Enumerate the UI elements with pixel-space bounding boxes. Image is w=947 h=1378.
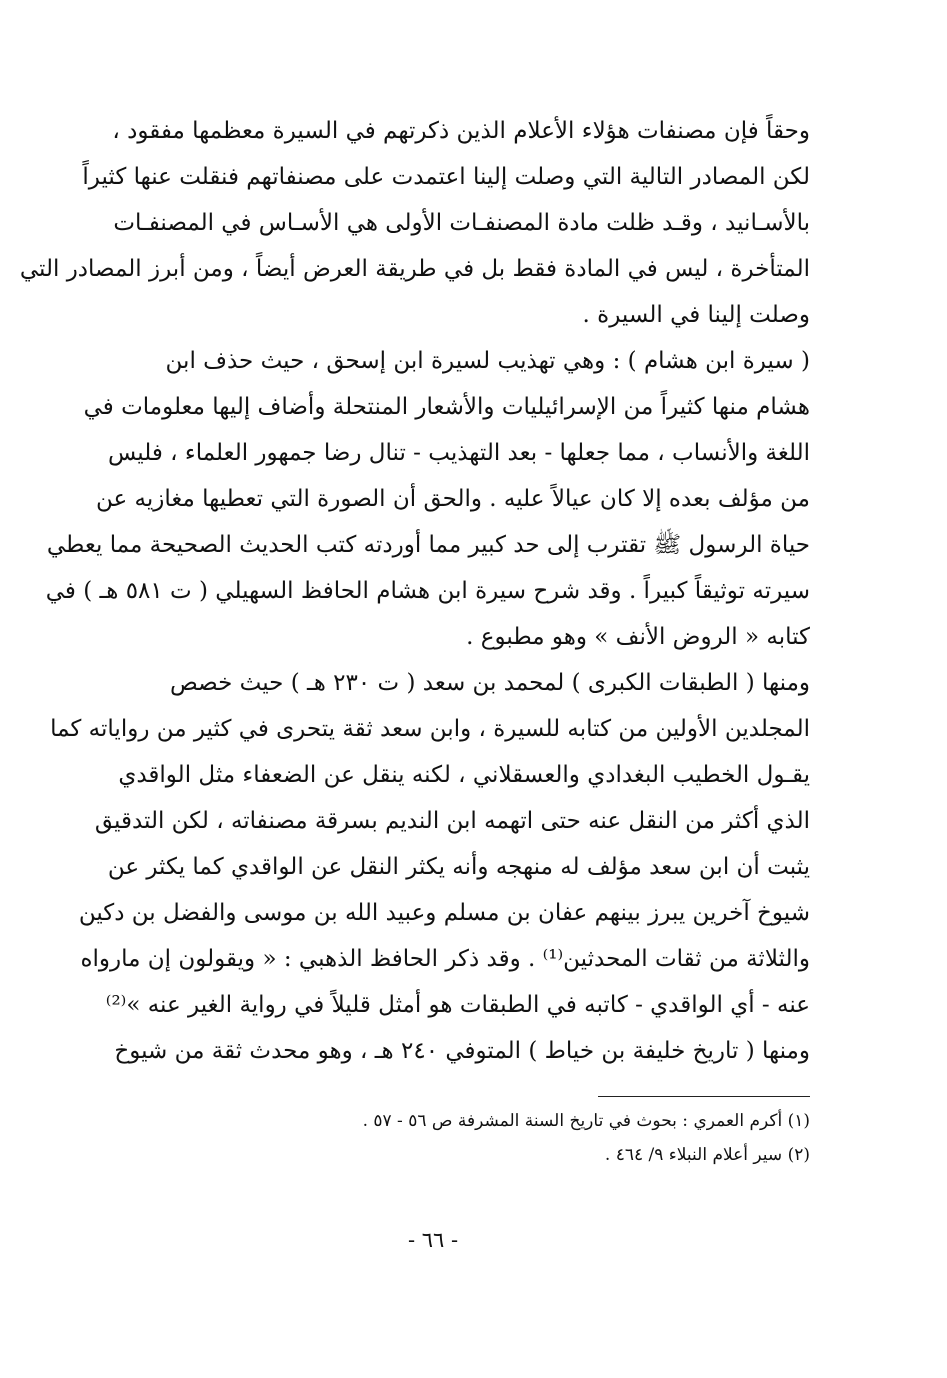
body-text [19, 108, 810, 1074]
page-number: - ٦٦ - [407, 1228, 459, 1252]
text-line: المتأخرة ، ليس في المادة فقط بل في طريقة العرض أيضاً ، ومن أبرز المصادر التي [19, 256, 810, 282]
text-line: وحقاً فإن مصنفات هؤلاء الأعلام الذين ذكرتهم في السيرة معظمها مفقود ، [112, 118, 810, 144]
text-line: شيوخ آخرين يبرز بينهم عفان بن مسلم وعبيد الله بن موسى والفضل بن دكين [78, 900, 810, 926]
footnote: (٢) سير أعلام النبلاء ٩/ ٤٦٤ . [604, 1145, 810, 1165]
text-line: ومنها ( تاريخ خليفة بن خياط ) المتوفي ٢٤٠ هـ ، وهو محدث ثقة من شيوخ [114, 1038, 810, 1064]
text-line: لكن المصادر التالية التي وصلت إلينا اعتمدت على مصنفاتهم فنقلت عنها كثيراً [82, 164, 810, 190]
text-line: يقـول الخطيب البغدادي والعسقلاني ، لكنه ينقل عن الضعفاء مثل الواقدي [118, 762, 810, 788]
text-line: والثلاثة من ثقات المحدثين⁽¹⁾ . وقد ذكر الحافظ الذهبي : « ويقولون إن مارواه [80, 946, 810, 972]
text-line: الذي أكثر من النقل عنه حتى اتهمه ابن النديم بسرقة مصنفاته ، لكن التدقيق [94, 808, 810, 834]
text-line: بالأسـانيد ، وقـد ظلت مادة المصنفـات الأولى هي الأسـاس في المصنفـات [113, 210, 810, 236]
text-line: وصلت إلينا في السيرة . [582, 302, 810, 328]
text-line: عنه - أي الواقدي - كاتبه في الطبقات هو أمثل قليلاً في رواية الغير عنه »⁽²⁾ [105, 992, 810, 1018]
text-line: المجلدين الأولين من كتابه للسيرة ، وابن سعد ثقة يتحرى في كثير من رواياته كما [50, 716, 810, 742]
text-line: ( سيرة ابن هشام ) : وهي تهذيب لسيرة ابن إسحق ، حيث حذف ابن [165, 348, 810, 374]
text-line: سيرته توثيقاً كبيراً . وقد شرح سيرة ابن هشام الحافظ السهيلي ( ت ٥٨١ هـ ) في [45, 578, 810, 604]
text-line: يثبت أن ابن سعد مؤلف له منهجه وأنه يكثر النقل عن الواقدي كما يكثر عن [107, 854, 810, 880]
text-line: هشام منها كثيراً من الإسرائيليات والأشعار المنتحلة وأضاف إليها معلومات في [83, 394, 810, 420]
text-line: من مؤلف بعده إلا كان عيالاً عليه . والحق أن الصورة التي تعطيها مغازيه عن [96, 486, 810, 512]
text-line: ومنها ( الطبقات الكبرى ) لمحمد بن سعد ( ت ٢٣٠ هـ ) حيث خصص [170, 670, 810, 696]
text-line: كتابه « الروض الأنف » وهو مطبوع . [466, 624, 810, 650]
footnotes [362, 1104, 810, 1172]
text-line: حياة الرسول ﷺ تقترب إلى حد كبير مما أوردته كتب الحديث الصحيحة مما يعطي [46, 532, 810, 558]
text-line: اللغة والأنساب ، مما جعلها - بعد التهذيب - تنال رضا جمهور العلماء ، فليس [107, 440, 810, 466]
footnote: (١) أكرم العمري : بحوث في تاريخ السنة المشرفة ص ٥٦ - ٥٧ . [362, 1111, 810, 1131]
footnote-separator [598, 1096, 810, 1097]
